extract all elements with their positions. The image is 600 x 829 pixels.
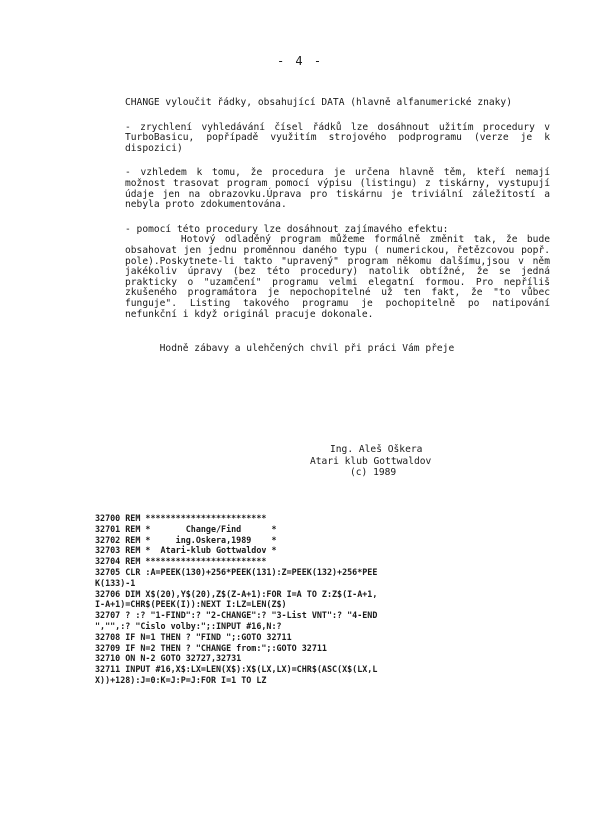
paragraph: Hotový odladěný program můžeme formálně změnit tak, že bude obsahovat jen jednu proměnnou daného typu ( numerickou, řetězcovou popř. pole).Poskytnete-li takto "upravený" program někomu dalšímu,jsou v něm jakékoliv úpravy (bez této procedury) natolik obtížné, že se jedná prakticky o "uzamčení" programu velmi elegatní formou. Pro nepříliš zkušeného programátora je nepochopitelné už ten fakt, že "to vůbec funguje". Listing takového programu je pochopitelně po natipování nefunkční i když originál pracuje dokonale. — [125, 234, 556, 320]
listing-line: 32703 REM * Atari-klub Gottwaldov * — [95, 545, 277, 556]
page-number: - 4 - — [276, 54, 324, 68]
article-text — [125, 97, 556, 369]
listing-line: I-A+1)=CHR$(PEEK(I)):NEXT I:LZ=LEN(Z$) — [95, 599, 287, 610]
listing-line: 32705 CLR :A=PEEK(130)+256*PEEK(131):Z=PEEK(132)+256*PEE — [95, 566, 378, 577]
listing-line: 32706 DIM X$(20),Y$(20),Z$(Z-A+1):FOR I=A TO Z:Z$(I-A+1, — [95, 588, 378, 599]
listing-line: 32710 ON N-2 GOTO 32727,32731 — [95, 653, 242, 664]
author-name: Ing. Aleš Oškera — [330, 444, 423, 455]
listing-line: 32709 IF N=2 THEN ? "CHANGE from:";:GOTO 32711 — [95, 642, 327, 653]
signature-block — [310, 444, 510, 479]
listing-line: K(133)-1 — [95, 577, 136, 588]
listing-line: 32702 REM * ing.Oskera,1989 * — [95, 534, 277, 545]
listing-line: 32700 REM ************************ — [95, 513, 267, 523]
listing-line: 32707 ? :? "1-FIND":? "2-CHANGE":? "3-List VNT":? "4-END — [95, 610, 378, 621]
listing-line: 32711 INPUT #16,X$:LX=LEN(X$):X$(LX,LX)=CHR$(ASC(X$(LX,L — [95, 664, 378, 675]
listing-line: X))+128):J=0:K=J:P=J:FOR I=1 TO LZ — [95, 674, 267, 685]
listing-line: 32701 REM * Change/Find * — [95, 523, 277, 534]
paragraph: - zrychlení vyhledávání čísel řádků lze dosáhnout užitím procedury v TurboBasicu, popřípadě využitím strojového podprogramu (verze je k dispozici) — [125, 121, 556, 154]
listing-line: ","",:? "Cislo volby:";:INPUT #16,N:? — [95, 620, 282, 631]
paragraph: - pomocí této procedury lze dosáhnout zajímavého efektu: — [125, 223, 449, 235]
listing-line: 32704 REM ************************ — [95, 556, 267, 567]
copyright: (c) 1989 — [350, 467, 397, 478]
author-club: Atari klub Gottwaldov — [310, 455, 432, 467]
closing-greeting: Hodně zábavy a ulehčených chvil při práci Vám přeje — [125, 343, 455, 355]
basic-listing — [95, 513, 575, 686]
paragraph: CHANGE vyloučit řádky, obsahující DATA (hlavně alfanumerické znaky) — [125, 97, 512, 108]
listing-line: 32708 IF N=1 THEN ? "FIND ";:GOTO 32711 — [95, 631, 292, 642]
paragraph: - vzhledem k tomu, že procedura je určena hlavně těm, kteří nemají možnost trasovat program pomocí výpisu (listingu) z tiskárny, vystupují údaje jen na obrazovku.Úprava pro tiskárnu je triviální záležitostí a nebyla proto zdokumentována. — [125, 167, 556, 211]
